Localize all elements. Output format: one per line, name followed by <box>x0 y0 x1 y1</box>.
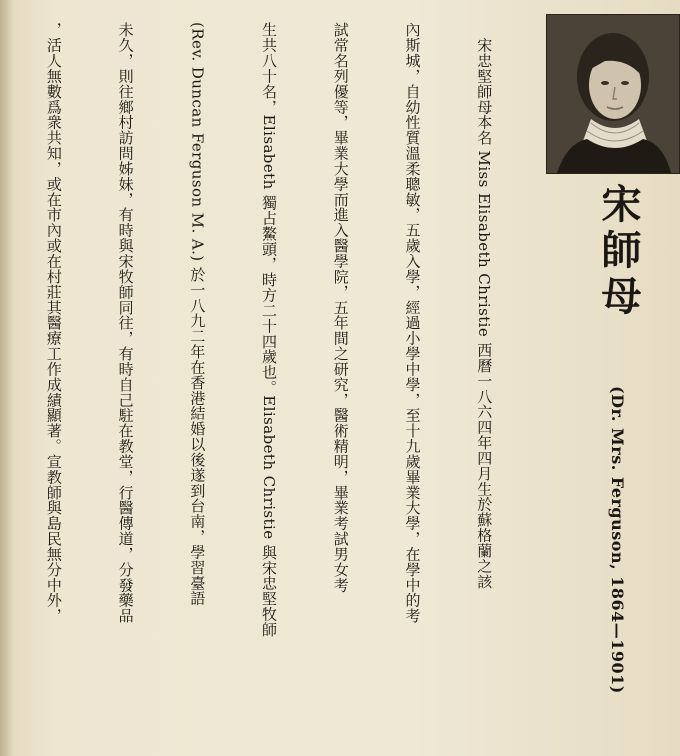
body-column: ，活人無數爲衆共知，或在市內或在村莊其醫療工作成績顯著。宣教師與島民無分中外， <box>44 22 63 624</box>
body-column: (Rev. Duncan Ferguson M. A.) 於一八九二年在香港結婚以後遂到台南，學習臺語 <box>188 22 207 606</box>
body-column: 試常名列優等，畢業大學而進入醫學院，五年間之研究，醫術精明，畢業考試男女考 <box>331 22 350 593</box>
body-column: 生共八十名，Elisabeth 獨占鰲頭，時方二十四歲也。Elisabeth Christie 與宋忠堅牧師 <box>260 22 279 638</box>
article-body <box>8 22 543 744</box>
body-column: 未久，則往鄉村訪問姊妹，有時與宋牧師同往，有時自己駐在教堂，行醫傳道，分發藥品 <box>116 22 135 624</box>
body-column: 內斯城，自幼性質溫柔聰敏，五歲入學，經過小學中學，至十九歲畢業大學，在學中的考 <box>403 22 422 624</box>
portrait-illustration <box>547 15 679 173</box>
article-subtitle: (Dr. Mrs. Ferguson, 1864—1901) <box>608 386 627 694</box>
portrait-photo <box>546 14 680 174</box>
article-title: 宋師母 <box>595 183 642 321</box>
body-column: 宋忠堅師母本名 Miss Elisabeth Christie 西曆一八六四年四月生於蘇格蘭之該 <box>475 22 494 590</box>
